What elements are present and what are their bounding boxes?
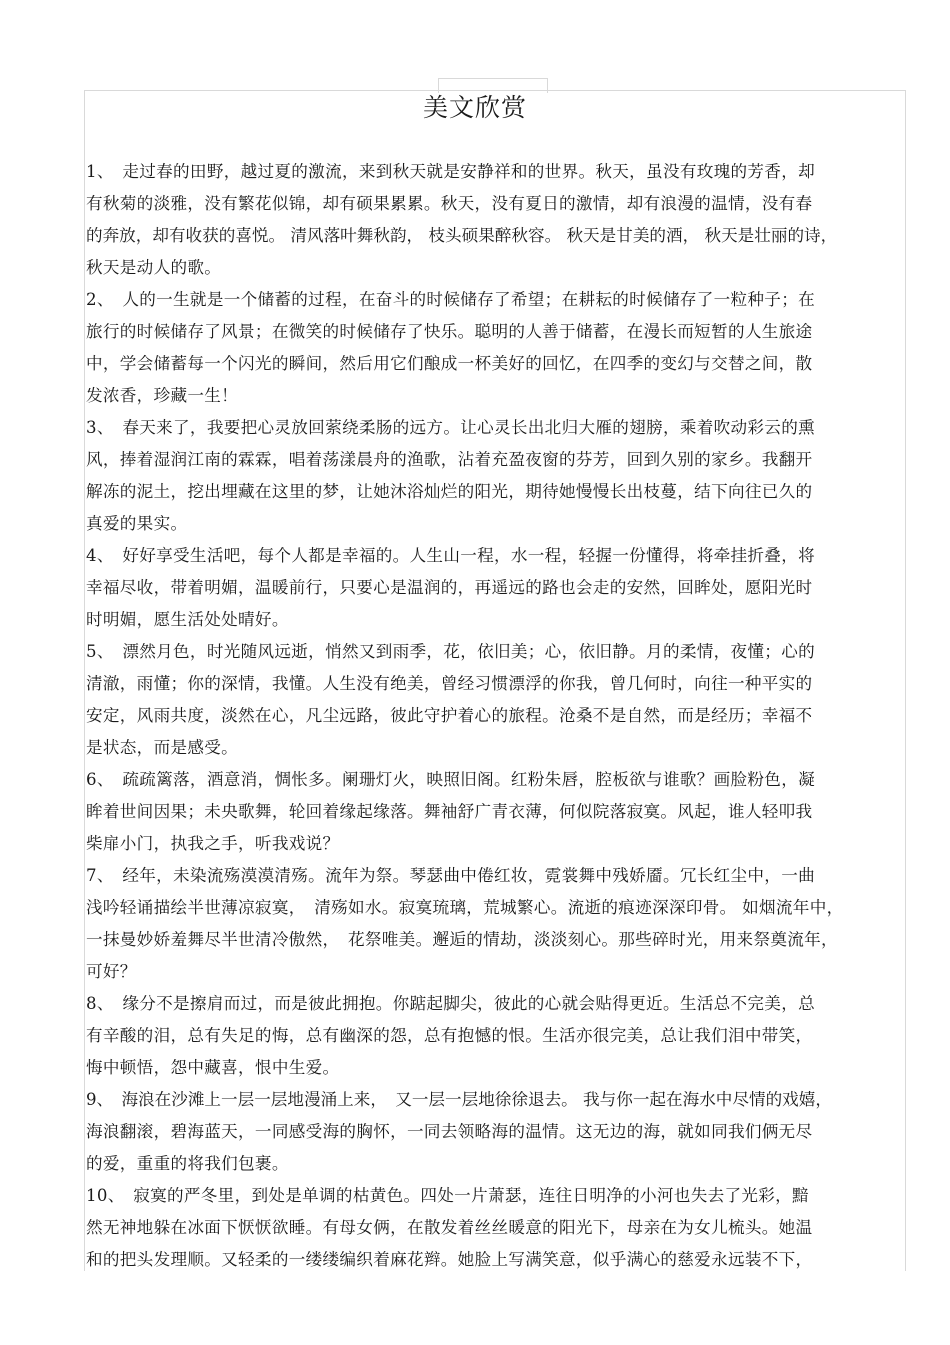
paragraph-2	[86, 284, 898, 412]
paragraph-line: 清澈，雨懂；你的深情，我懂。人生没有绝美，曾经习惯漂浮的你我，曾几何时，向往一种平实的	[86, 674, 813, 693]
paragraph-4	[86, 540, 898, 636]
paragraph-6	[86, 764, 898, 860]
paragraph-8	[86, 988, 898, 1084]
paragraph-line: 发浓香，珍藏一生！	[86, 386, 239, 405]
paragraph-9	[86, 1084, 898, 1180]
paragraph-line: 2、 人的一生就是一个储蓄的过程，在奋斗的时候储存了希望；在耕耘的时候储存了一粒种子；在	[86, 290, 815, 309]
paragraph-line: 风，捧着湿润江南的霖霖，唱着荡漾晨舟的渔歌，沾着充盈夜窗的芬芳，回到久别的家乡。我翻开	[86, 450, 813, 469]
paragraph-line: 一抹曼妙娇羞舞尽半世清冷傲然， 花祭唯美。邂逅的情劫，淡淡刻心。那些碎时光，用来祭奠流年，	[86, 930, 838, 949]
paragraph-line: 柴扉小门，执我之手，听我戏说？	[86, 834, 340, 853]
paragraph-line: 5、 漂然月色，时光随风远逝，悄然又到雨季，花，依旧美；心，依旧静。月的柔情，夜懂；心的	[86, 642, 815, 661]
paragraph-line: 9、 海浪在沙滩上一层一层地漫涌上来， 又一层一层地徐徐退去。 我与你一起在海水中尽情的戏嬉，	[86, 1090, 832, 1109]
paragraph-line: 然无神地躲在冰面下恹恹欲睡。有母女俩，在散发着丝丝暖意的阳光下，母亲在为女儿梳头。她温	[86, 1218, 813, 1237]
paragraph-line: 有秋菊的淡雅，没有繁花似锦，却有硕果累累。秋天，没有夏日的激情，却有浪漫的温情，没有春	[86, 194, 813, 213]
paragraph-10	[86, 1180, 898, 1276]
paragraph-line: 有辛酸的泪，总有失足的悔，总有幽深的怨，总有抱憾的恨。生活亦很完美，总让我们泪中带笑，	[86, 1026, 813, 1045]
paragraph-line: 8、 缘分不是擦肩而过，而是彼此拥抱。你踮起脚尖，彼此的心就会贴得更近。生活总不完美，总	[86, 994, 815, 1013]
paragraph-line: 海浪翻滚，碧海蓝天，一同感受海的胸怀，一同去领略海的温情。这无边的海，就如同我们俩无尽	[86, 1122, 813, 1141]
paragraph-1	[86, 156, 898, 284]
paragraph-line: 4、 好好享受生活吧，每个人都是幸福的。人生山一程，水一程，轻握一份懂得，将牵挂折叠，将	[86, 546, 815, 565]
paragraph-line: 7、 经年，未染流殇漠漠清殇。流年为祭。琴瑟曲中倦红妆，霓裳舞中残娇靥。冗长红尘中，一曲	[86, 866, 815, 885]
paragraph-line: 旅行的时候储存了风景；在微笑的时候储存了快乐。聪明的人善于储蓄，在漫长而短暂的人生旅途	[86, 322, 813, 341]
paragraph-line: 真爱的果实。	[86, 514, 188, 533]
paragraph-line: 3、 春天来了，我要把心灵放回萦绕柔肠的远方。让心灵长出北归大雁的翅膀，乘着吹动彩云的熏	[86, 418, 815, 437]
paragraph-line: 幸福尽收，带着明媚，温暖前行，只要心是温润的，再遥远的路也会走的安然，回眸处，愿阳光时	[86, 578, 813, 597]
paragraph-line: 10、 寂寞的严冬里，到处是单调的枯黄色。四处一片萧瑟，连往日明净的小河也失去了光彩，黯	[86, 1186, 809, 1205]
paragraph-line: 6、 疏疏篱落，酒意消，惆怅多。阑珊灯火，映照旧阁。红粉朱唇，腔板欲与谁歌？画脸粉色，凝	[86, 770, 815, 789]
paragraph-line: 解冻的泥土，挖出埋藏在这里的梦，让她沐浴灿烂的阳光，期待她慢慢长出枝蔓，结下向往已久的	[86, 482, 813, 501]
paragraph-line: 眸着世间因果；未央歌舞，轮回着缘起缘落。舞袖舒广青衣薄，何似院落寂寞。风起，谁人轻叩我	[86, 802, 813, 821]
page-title: 美文欣赏	[422, 93, 527, 122]
paragraph-3	[86, 412, 898, 540]
paragraph-line: 浅吟轻诵描绘半世薄凉寂寞， 清殇如水。寂寞琉璃，荒城繁心。流逝的痕迹深深印骨。 如烟流年中，	[86, 898, 844, 917]
paragraph-line: 时明媚，愿生活处处晴好。	[86, 610, 289, 629]
paragraph-line: 秋天是动人的歌。	[86, 258, 222, 277]
article-body	[86, 156, 898, 1276]
paragraph-line: 的爱，重重的将我们包裹。	[86, 1154, 289, 1173]
paragraph-line: 是状态，而是感受。	[86, 738, 239, 757]
paragraph-line: 安定，风雨共度，淡然在心，凡尘远路，彼此守护着心的旅程。沧桑不是自然，而是经历；幸福不	[86, 706, 813, 725]
paragraph-line: 1、 走过春的田野，越过夏的激流，来到秋天就是安静祥和的世界。秋天，虽没有玫瑰的芳香，却	[86, 162, 815, 181]
paragraph-line: 和的把头发理顺。又轻柔的一缕缕编织着麻花辫。她脸上写满笑意，似乎满心的慈爱永远装不下，	[86, 1250, 813, 1269]
paragraph-line: 可好？	[86, 962, 137, 981]
paragraph-5	[86, 636, 898, 764]
paragraph-line: 中，学会储蓄每一个闪光的瞬间，然后用它们酿成一杯美好的回忆，在四季的变幻与交替之间，散	[86, 354, 813, 373]
paragraph-line: 悔中顿悟，怨中藏喜，恨中生爱。	[86, 1058, 340, 1077]
paragraph-line: 的奔放，却有收获的喜悦。 清风落叶舞秋韵， 枝头硕果醉秋容。 秋天是甘美的酒， 秋天是壮丽的诗，	[86, 226, 838, 245]
paragraph-7	[86, 860, 898, 988]
